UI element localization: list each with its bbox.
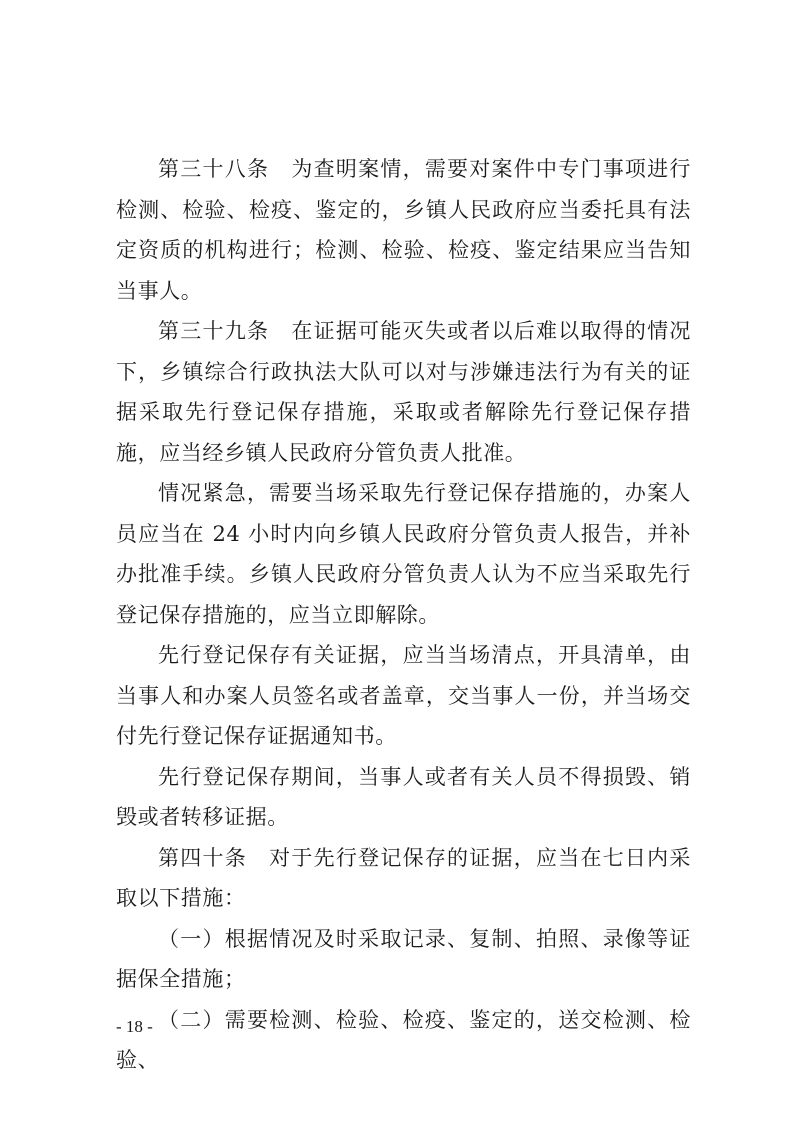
measure-item-1: （一）根据情况及时采取记录、复制、拍照、录像等证据保全措施； [116,926,691,991]
measure-item-2: （二）需要检测、检验、检疫、鉴定的，送交检测、检验、 [116,1007,691,1072]
emergency-paragraph: 情况紧急，需要当场采取先行登记保存措施的，办案人员应当在 24 小时内向乡镇人民政府分管负责人报告，并补办批准手续。乡镇人民政府分管负责人认为不应当采取先行登记保存措施的，应当立即解除。 [116,481,691,627]
document-body [116,149,691,1081]
preservation-period-paragraph: 先行登记保存期间，当事人或者有关人员不得损毁、销毁或者转移证据。 [116,764,691,829]
article-40-paragraph: 第四十条 对于先行登记保存的证据，应当在七日内采取以下措施： [116,845,691,910]
page-number: - 18 - [116,1017,153,1036]
registration-paragraph: 先行登记保存有关证据，应当当场清点，开具清单，由当事人和办案人员签名或者盖章，交当事人一份，并当场交付先行登记保存证据通知书。 [116,643,691,748]
article-39-paragraph: 第三十九条 在证据可能灭失或者以后难以取得的情况下，乡镇综合行政执法大队可以对与涉嫌违法行为有关的证据采取先行登记保存措施，采取或者解除先行登记保存措施，应当经乡镇人民政府分管负责人批准。 [116,319,691,465]
article-38-paragraph: 第三十八条 为查明案情，需要对案件中专门事项进行检测、检验、检疫、鉴定的，乡镇人民政府应当委托具有法定资质的机构进行；检测、检验、检疫、鉴定结果应当告知当事人。 [116,157,691,303]
